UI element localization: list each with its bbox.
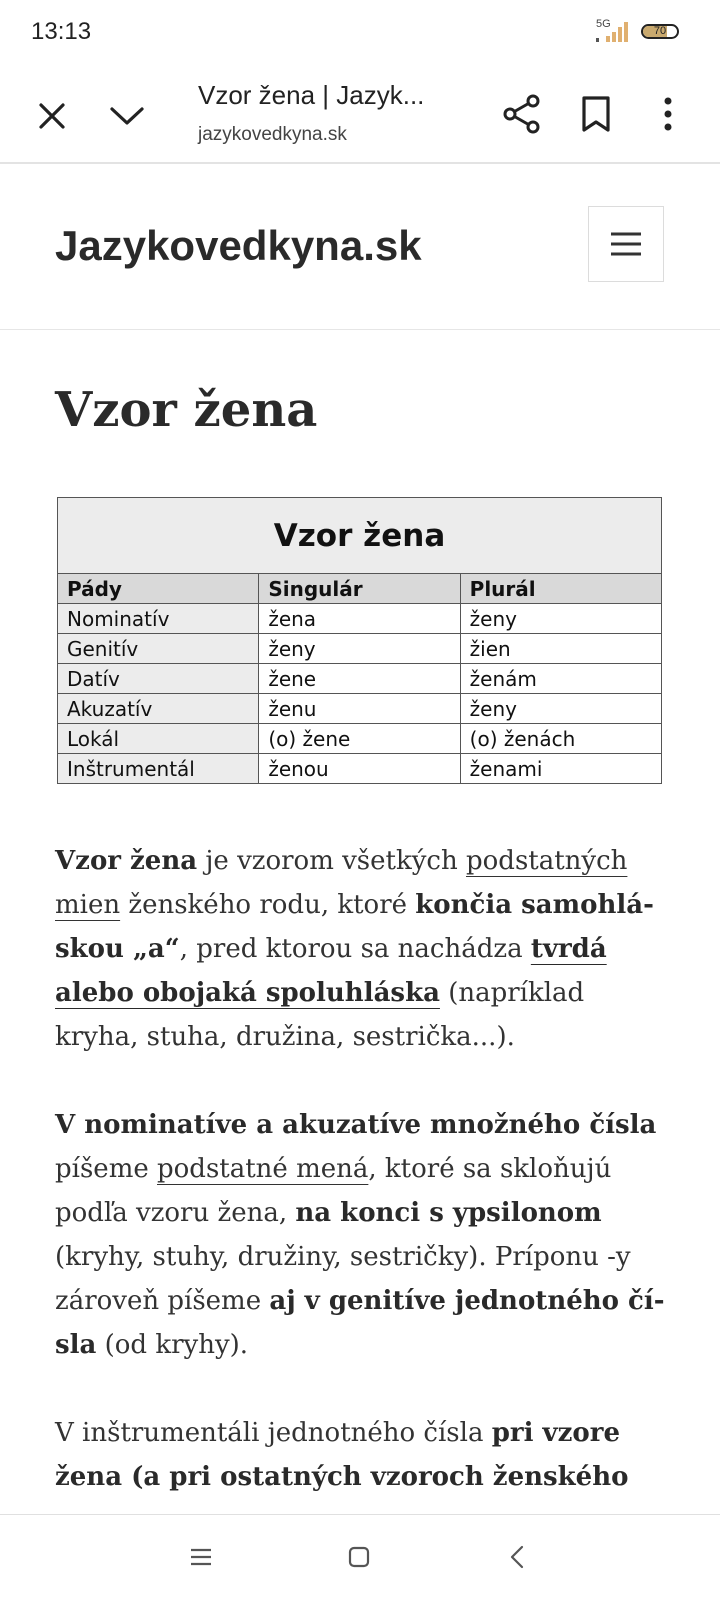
table-caption: Vzor žena: [58, 498, 662, 574]
battery-icon: [641, 24, 679, 39]
menu-icon: [190, 1547, 212, 1567]
table-row: [58, 694, 662, 724]
declension-table-image: [57, 497, 662, 784]
bold-text: aj v genitíve jednotného čísla: [55, 1286, 665, 1360]
bold-text: V nominatíve a akuzatíve množného čísla: [55, 1110, 657, 1140]
table-row: [58, 724, 662, 754]
table-row: [58, 604, 662, 634]
table-cell: Lokál: [58, 724, 259, 754]
bookmark-button[interactable]: [574, 90, 618, 138]
status-time: 13:13: [31, 18, 92, 45]
share-icon: [502, 94, 542, 134]
text: ženského rodu, ktoré: [120, 890, 416, 920]
table-cell: Inštrumentál: [58, 754, 259, 784]
url-text[interactable]: jazykovedkyna.sk: [198, 124, 347, 145]
text: (napríklad kryha, stuha, družina, sestrička...).: [55, 978, 585, 1052]
bookmark-icon: [581, 95, 611, 133]
paragraph-1: [55, 839, 675, 1059]
close-icon: [37, 101, 67, 131]
text: (kryhy, stuhy, družiny, sestričky). Príponu -y zároveň píšeme: [55, 1242, 631, 1316]
article-body: [55, 839, 675, 1543]
more-vertical-icon: [663, 97, 673, 131]
table-header: Plurál: [460, 574, 661, 604]
paragraph-3: [55, 1411, 675, 1499]
system-nav-bar: [0, 1514, 720, 1601]
table-cell: ženami: [460, 754, 661, 784]
link-tvrda-obojaka-spoluhlaska[interactable]: tvrdá alebo obojaká spoluhláska: [55, 934, 607, 1008]
table-cell: Akuzatív: [58, 694, 259, 724]
table-cell: žena: [259, 604, 460, 634]
text: píšeme: [55, 1154, 157, 1184]
table-cell: Nominatív: [58, 604, 259, 634]
back-chevron-icon: [509, 1545, 525, 1569]
page-title: Vzor žena: [55, 382, 318, 438]
back-button[interactable]: [492, 1535, 542, 1579]
table-header: Pády: [58, 574, 259, 604]
status-bar: [0, 0, 720, 70]
bold-text: na konci s ypsilonom: [295, 1198, 602, 1228]
declension-table: [57, 497, 662, 784]
table-cell: ženy: [460, 694, 661, 724]
paragraph-2: [55, 1103, 675, 1367]
close-button[interactable]: [30, 94, 74, 138]
link-podstatne-mena-2[interactable]: podstatné mená: [157, 1154, 369, 1184]
bold-text: končia samohláskou „a“: [55, 890, 654, 964]
battery-level: 70: [653, 25, 667, 37]
table-cell: ženy: [259, 634, 460, 664]
table-cell: (o) ženách: [460, 724, 661, 754]
text: , ktoré sa skloňujú podľa vzoru žena,: [55, 1154, 612, 1228]
signal-icon: [592, 16, 632, 46]
table-cell: ženu: [259, 694, 460, 724]
table-cell: ženou: [259, 754, 460, 784]
table-row: [58, 754, 662, 784]
table-cell: žien: [460, 634, 661, 664]
network-type: 5G: [596, 18, 611, 30]
table-cell: ženy: [460, 604, 661, 634]
table-cell: Genitív: [58, 634, 259, 664]
menu-toggle-button[interactable]: [588, 206, 664, 282]
hamburger-icon: [610, 231, 642, 257]
text: (od kryhy).: [96, 1330, 249, 1360]
share-button[interactable]: [498, 90, 546, 138]
table-header: Singulár: [259, 574, 460, 604]
site-header: [0, 164, 720, 330]
home-button[interactable]: [334, 1535, 384, 1579]
text: V inštrumentáli jednotného čísla: [55, 1418, 492, 1448]
table-cell: (o) žene: [259, 724, 460, 754]
recent-apps-button[interactable]: [176, 1535, 226, 1579]
tab-title[interactable]: Vzor žena | Jazyk...: [198, 80, 425, 110]
table-cell: žene: [259, 664, 460, 694]
text: , pred ktorou sa nachádza: [179, 934, 531, 964]
table-row: [58, 664, 662, 694]
link-podstatne-mena[interactable]: podstatných mien: [55, 846, 628, 920]
table-cell: Datív: [58, 664, 259, 694]
chevron-down-icon: [109, 105, 145, 127]
site-logo[interactable]: Jazykovedkyna.sk: [55, 222, 422, 269]
minimize-button[interactable]: [102, 94, 152, 138]
table-header-row: [58, 574, 662, 604]
bold-text: Vzor žena: [55, 846, 198, 876]
browser-toolbar: [0, 70, 720, 164]
table-cell: ženám: [460, 664, 661, 694]
text: je vzorom všetkých: [197, 846, 466, 876]
home-square-icon: [348, 1546, 370, 1568]
bold-text: pri vzore žena (a pri ostatných vzoroch ženského: [55, 1418, 629, 1492]
more-options-button[interactable]: [650, 90, 686, 138]
table-row: [58, 634, 662, 664]
